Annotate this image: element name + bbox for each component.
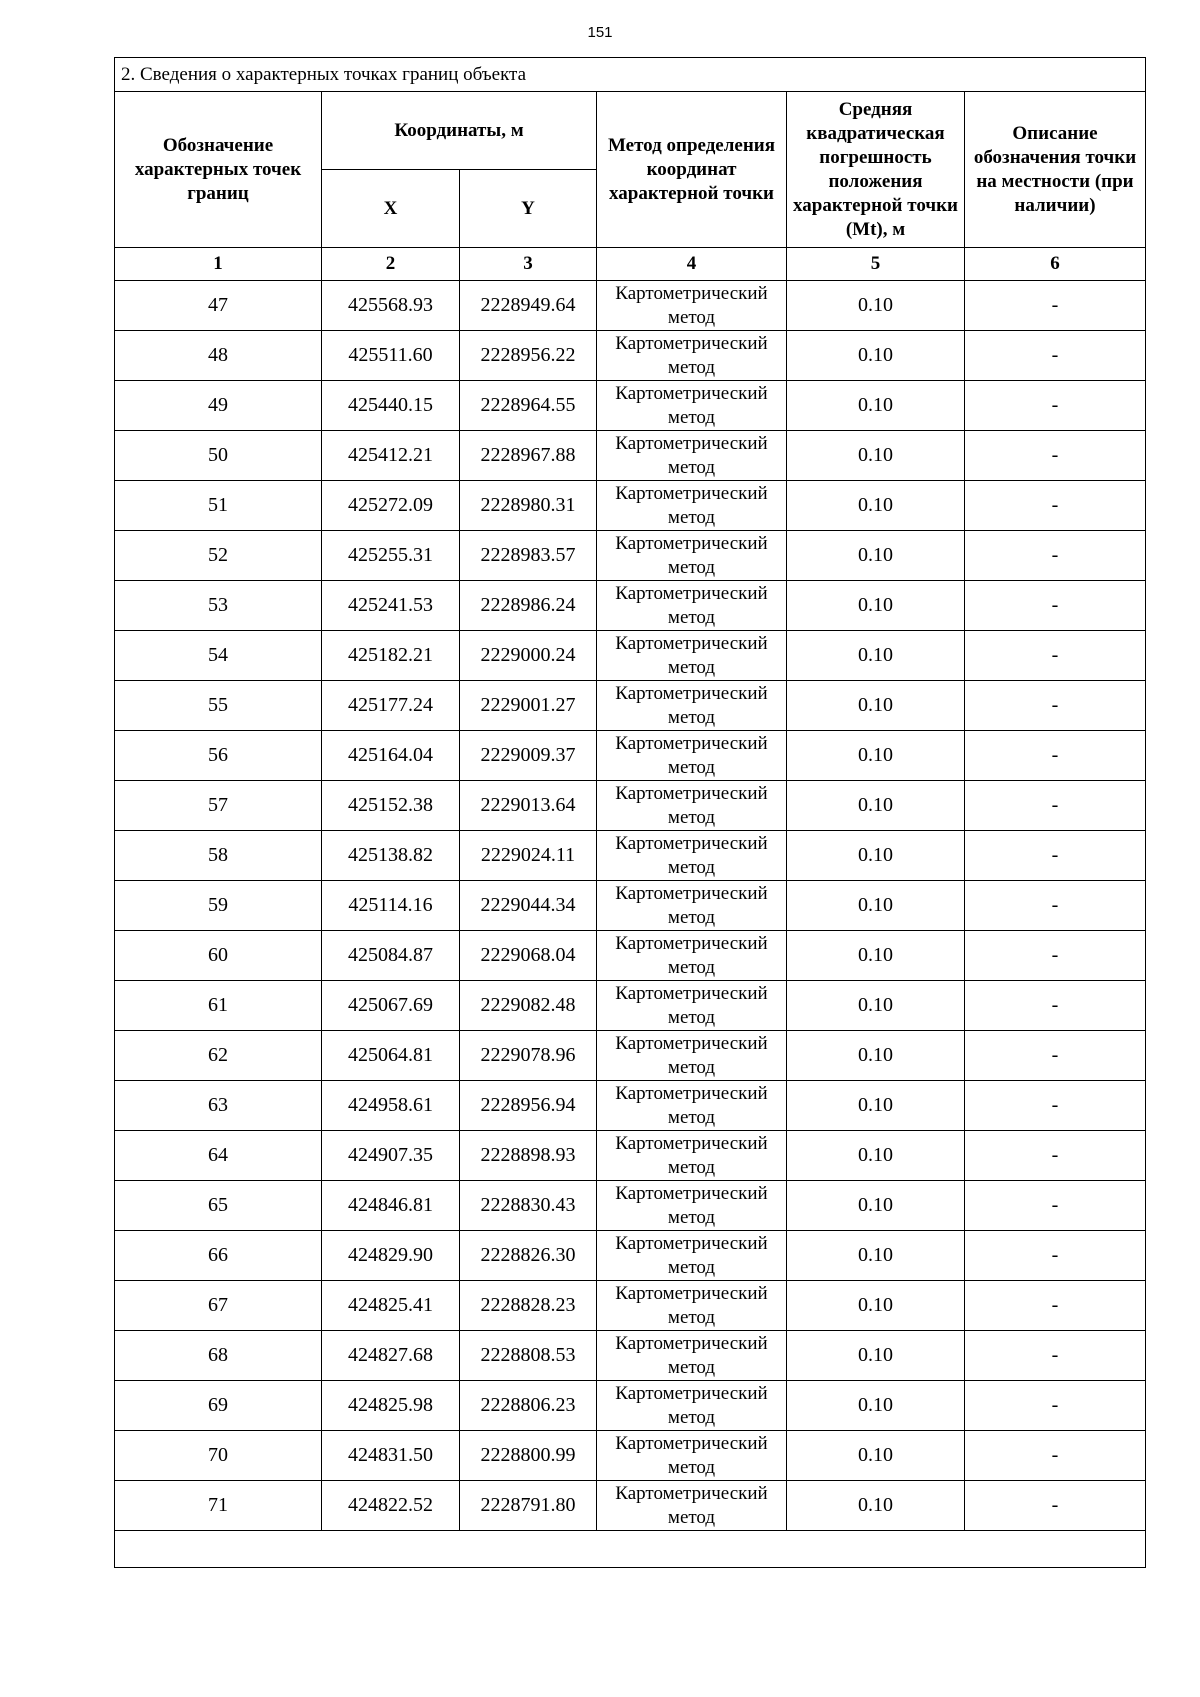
x-coordinate-cell: 424825.41 <box>322 1281 460 1331</box>
y-coordinate-cell: 2228956.94 <box>460 1081 597 1131</box>
method-line-1: Картометрический <box>615 1082 768 1104</box>
mt-cell: 0.10 <box>787 1031 965 1081</box>
section-title: 2. Сведения о характерных точках границ объекта <box>115 58 1146 92</box>
x-coordinate-cell: 425272.09 <box>322 481 460 531</box>
empty-cell <box>115 1531 1146 1568</box>
method-line-2: метод <box>667 756 716 778</box>
mt-cell: 0.10 <box>787 1181 965 1231</box>
description-cell: - <box>965 1381 1146 1431</box>
header-description: Описание обозначения точки на местности (при наличии) <box>965 92 1146 248</box>
mt-cell: 0.10 <box>787 381 965 431</box>
method-cell <box>597 431 787 481</box>
method-cell <box>597 681 787 731</box>
table-row <box>115 981 1146 1031</box>
table-row <box>115 1231 1146 1281</box>
method-cell <box>597 1331 787 1381</box>
mt-cell: 0.10 <box>787 531 965 581</box>
header-y: Y <box>460 170 597 248</box>
method-cell <box>597 1031 787 1081</box>
description-cell: - <box>965 681 1146 731</box>
header-point-designation: Обозначение характерных точек границ <box>115 92 322 248</box>
method-cell <box>597 931 787 981</box>
method-cell <box>597 1381 787 1431</box>
y-coordinate-cell: 2228898.93 <box>460 1131 597 1181</box>
point-number-cell: 57 <box>115 781 322 831</box>
method-line-1: Картометрический <box>615 282 768 304</box>
mt-cell: 0.10 <box>787 731 965 781</box>
table-row <box>115 931 1146 981</box>
description-cell: - <box>965 481 1146 531</box>
point-number-cell: 49 <box>115 381 322 431</box>
table-row <box>115 781 1146 831</box>
description-cell: - <box>965 931 1146 981</box>
description-cell: - <box>965 1231 1146 1281</box>
table-row <box>115 1481 1146 1531</box>
method-line-2: метод <box>667 1156 716 1178</box>
column-number: 6 <box>965 248 1146 281</box>
mt-cell: 0.10 <box>787 581 965 631</box>
method-cell <box>597 1431 787 1481</box>
method-line-2: метод <box>667 706 716 728</box>
x-coordinate-cell: 425152.38 <box>322 781 460 831</box>
x-coordinate-cell: 425064.81 <box>322 1031 460 1081</box>
description-cell: - <box>965 1131 1146 1181</box>
method-line-1: Картометрический <box>615 832 768 854</box>
column-number: 1 <box>115 248 322 281</box>
y-coordinate-cell: 2228949.64 <box>460 281 597 331</box>
method-line-1: Картометрический <box>615 732 768 754</box>
header-method: Метод определения координат характерной точки <box>597 92 787 248</box>
table-row <box>115 1431 1146 1481</box>
description-cell: - <box>965 881 1146 931</box>
method-cell <box>597 1281 787 1331</box>
method-line-2: метод <box>667 1456 716 1478</box>
method-line-1: Картометрический <box>615 1432 768 1454</box>
point-number-cell: 60 <box>115 931 322 981</box>
point-number-cell: 58 <box>115 831 322 881</box>
mt-cell: 0.10 <box>787 1481 965 1531</box>
description-cell: - <box>965 1281 1146 1331</box>
method-line-1: Картометрический <box>615 1382 768 1404</box>
y-coordinate-cell: 2228800.99 <box>460 1431 597 1481</box>
mt-cell: 0.10 <box>787 1231 965 1281</box>
y-coordinate-cell: 2228826.30 <box>460 1231 597 1281</box>
method-line-1: Картометрический <box>615 882 768 904</box>
y-coordinate-cell: 2228791.80 <box>460 1481 597 1531</box>
description-cell: - <box>965 431 1146 481</box>
table-row <box>115 1181 1146 1231</box>
y-coordinate-cell: 2228964.55 <box>460 381 597 431</box>
table-row <box>115 731 1146 781</box>
method-cell <box>597 1081 787 1131</box>
table-row <box>115 1031 1146 1081</box>
method-line-1: Картометрический <box>615 1282 768 1304</box>
method-line-2: метод <box>667 906 716 928</box>
description-cell: - <box>965 1331 1146 1381</box>
mt-cell: 0.10 <box>787 631 965 681</box>
method-line-2: метод <box>667 1256 716 1278</box>
point-number-cell: 54 <box>115 631 322 681</box>
x-coordinate-cell: 425164.04 <box>322 731 460 781</box>
description-cell: - <box>965 631 1146 681</box>
column-number: 4 <box>597 248 787 281</box>
method-line-1: Картометрический <box>615 1482 768 1504</box>
mt-cell: 0.10 <box>787 781 965 831</box>
x-coordinate-cell: 425114.16 <box>322 881 460 931</box>
mt-cell: 0.10 <box>787 1381 965 1431</box>
x-coordinate-cell: 425440.15 <box>322 381 460 431</box>
x-coordinate-cell: 424907.35 <box>322 1131 460 1181</box>
method-line-1: Картометрический <box>615 632 768 654</box>
method-line-1: Картометрический <box>615 582 768 604</box>
mt-cell: 0.10 <box>787 1431 965 1481</box>
point-number-cell: 48 <box>115 331 322 381</box>
method-cell <box>597 1181 787 1231</box>
x-coordinate-cell: 424958.61 <box>322 1081 460 1131</box>
mt-cell: 0.10 <box>787 1331 965 1381</box>
mt-cell: 0.10 <box>787 981 965 1031</box>
point-number-cell: 65 <box>115 1181 322 1231</box>
point-number-cell: 63 <box>115 1081 322 1131</box>
y-coordinate-cell: 2228828.23 <box>460 1281 597 1331</box>
description-cell: - <box>965 981 1146 1031</box>
method-line-2: метод <box>667 556 716 578</box>
table-row <box>115 431 1146 481</box>
description-cell: - <box>965 1431 1146 1481</box>
method-line-1: Картометрический <box>615 1132 768 1154</box>
description-cell: - <box>965 731 1146 781</box>
table-row <box>115 381 1146 431</box>
mt-cell: 0.10 <box>787 1131 965 1181</box>
method-line-2: метод <box>667 1406 716 1428</box>
y-coordinate-cell: 2229024.11 <box>460 831 597 881</box>
method-line-1: Картометрический <box>615 782 768 804</box>
method-cell <box>597 731 787 781</box>
table-row <box>115 1331 1146 1381</box>
header-coordinates: Координаты, м <box>322 92 597 170</box>
method-line-1: Картометрический <box>615 982 768 1004</box>
method-line-2: метод <box>667 856 716 878</box>
y-coordinate-cell: 2228986.24 <box>460 581 597 631</box>
table-row <box>115 531 1146 581</box>
y-coordinate-cell: 2228956.22 <box>460 331 597 381</box>
point-number-cell: 47 <box>115 281 322 331</box>
x-coordinate-cell: 425067.69 <box>322 981 460 1031</box>
method-line-2: метод <box>667 956 716 978</box>
description-cell: - <box>965 1181 1146 1231</box>
method-line-1: Картометрический <box>615 482 768 504</box>
method-cell <box>597 481 787 531</box>
y-coordinate-cell: 2229013.64 <box>460 781 597 831</box>
method-line-2: метод <box>667 456 716 478</box>
point-number-cell: 71 <box>115 1481 322 1531</box>
description-cell: - <box>965 1081 1146 1131</box>
point-number-cell: 69 <box>115 1381 322 1431</box>
method-line-2: метод <box>667 406 716 428</box>
header-mean-square-error: Средняя квадратическая погрешность положения характерной точки (Mt), м <box>787 92 965 248</box>
table-row <box>115 681 1146 731</box>
y-coordinate-cell: 2228980.31 <box>460 481 597 531</box>
x-coordinate-cell: 425177.24 <box>322 681 460 731</box>
x-coordinate-cell: 425412.21 <box>322 431 460 481</box>
method-line-2: метод <box>667 1356 716 1378</box>
description-cell: - <box>965 1031 1146 1081</box>
method-line-2: метод <box>667 656 716 678</box>
y-coordinate-cell: 2228967.88 <box>460 431 597 481</box>
description-cell: - <box>965 1481 1146 1531</box>
method-line-1: Картометрический <box>615 382 768 404</box>
method-line-2: метод <box>667 306 716 328</box>
y-coordinate-cell: 2229078.96 <box>460 1031 597 1081</box>
table-row <box>115 481 1146 531</box>
method-line-2: метод <box>667 606 716 628</box>
method-cell <box>597 331 787 381</box>
x-coordinate-cell: 424829.90 <box>322 1231 460 1281</box>
x-coordinate-cell: 424825.98 <box>322 1381 460 1431</box>
x-coordinate-cell: 425182.21 <box>322 631 460 681</box>
point-number-cell: 68 <box>115 1331 322 1381</box>
x-coordinate-cell: 425255.31 <box>322 531 460 581</box>
empty-row <box>115 1531 1146 1568</box>
header-x: X <box>322 170 460 248</box>
method-line-2: метод <box>667 806 716 828</box>
y-coordinate-cell: 2229082.48 <box>460 981 597 1031</box>
table-row <box>115 1381 1146 1431</box>
table-row <box>115 1281 1146 1331</box>
method-cell <box>597 631 787 681</box>
method-cell <box>597 581 787 631</box>
point-number-cell: 53 <box>115 581 322 631</box>
y-coordinate-cell: 2229000.24 <box>460 631 597 681</box>
method-cell <box>597 781 787 831</box>
method-line-2: метод <box>667 1306 716 1328</box>
y-coordinate-cell: 2228808.53 <box>460 1331 597 1381</box>
method-line-2: метод <box>667 1006 716 1028</box>
mt-cell: 0.10 <box>787 831 965 881</box>
point-number-cell: 62 <box>115 1031 322 1081</box>
point-number-cell: 61 <box>115 981 322 1031</box>
x-coordinate-cell: 425084.87 <box>322 931 460 981</box>
y-coordinate-cell: 2229068.04 <box>460 931 597 981</box>
x-coordinate-cell: 425138.82 <box>322 831 460 881</box>
method-line-1: Картометрический <box>615 932 768 954</box>
point-number-cell: 66 <box>115 1231 322 1281</box>
method-cell <box>597 981 787 1031</box>
description-cell: - <box>965 381 1146 431</box>
method-line-1: Картометрический <box>615 682 768 704</box>
point-number-cell: 56 <box>115 731 322 781</box>
mt-cell: 0.10 <box>787 281 965 331</box>
method-line-1: Картометрический <box>615 1232 768 1254</box>
y-coordinate-cell: 2229009.37 <box>460 731 597 781</box>
point-number-cell: 59 <box>115 881 322 931</box>
description-cell: - <box>965 331 1146 381</box>
method-line-1: Картометрический <box>615 532 768 554</box>
column-number: 2 <box>322 248 460 281</box>
method-line-1: Картометрический <box>615 432 768 454</box>
y-coordinate-cell: 2229044.34 <box>460 881 597 931</box>
x-coordinate-cell: 424822.52 <box>322 1481 460 1531</box>
method-line-1: Картометрический <box>615 1032 768 1054</box>
x-coordinate-cell: 424831.50 <box>322 1431 460 1481</box>
description-cell: - <box>965 531 1146 581</box>
description-cell: - <box>965 281 1146 331</box>
mt-cell: 0.10 <box>787 931 965 981</box>
y-coordinate-cell: 2228830.43 <box>460 1181 597 1231</box>
mt-cell: 0.10 <box>787 1081 965 1131</box>
method-line-2: метод <box>667 1056 716 1078</box>
table-row <box>115 581 1146 631</box>
boundary-points-table <box>114 57 1146 1568</box>
mt-cell: 0.10 <box>787 331 965 381</box>
method-line-2: метод <box>667 1106 716 1128</box>
table-row <box>115 281 1146 331</box>
description-cell: - <box>965 781 1146 831</box>
x-coordinate-cell: 424846.81 <box>322 1181 460 1231</box>
mt-cell: 0.10 <box>787 431 965 481</box>
method-cell <box>597 1131 787 1181</box>
method-line-2: метод <box>667 356 716 378</box>
point-number-cell: 64 <box>115 1131 322 1181</box>
method-cell <box>597 1481 787 1531</box>
table-row <box>115 1081 1146 1131</box>
column-number: 5 <box>787 248 965 281</box>
x-coordinate-cell: 424827.68 <box>322 1331 460 1381</box>
x-coordinate-cell: 425241.53 <box>322 581 460 631</box>
method-line-2: метод <box>667 506 716 528</box>
table-row <box>115 881 1146 931</box>
column-number: 3 <box>460 248 597 281</box>
description-cell: - <box>965 581 1146 631</box>
method-cell <box>597 531 787 581</box>
x-coordinate-cell: 425568.93 <box>322 281 460 331</box>
method-cell <box>597 381 787 431</box>
description-cell: - <box>965 831 1146 881</box>
mt-cell: 0.10 <box>787 481 965 531</box>
method-line-1: Картометрический <box>615 1332 768 1354</box>
table-row <box>115 831 1146 881</box>
x-coordinate-cell: 425511.60 <box>322 331 460 381</box>
method-line-1: Картометрический <box>615 332 768 354</box>
point-number-cell: 67 <box>115 1281 322 1331</box>
table-row <box>115 331 1146 381</box>
mt-cell: 0.10 <box>787 1281 965 1331</box>
method-line-2: метод <box>667 1506 716 1528</box>
method-cell <box>597 281 787 331</box>
mt-cell: 0.10 <box>787 881 965 931</box>
y-coordinate-cell: 2228806.23 <box>460 1381 597 1431</box>
method-cell <box>597 831 787 881</box>
point-number-cell: 50 <box>115 431 322 481</box>
mt-cell: 0.10 <box>787 681 965 731</box>
point-number-cell: 70 <box>115 1431 322 1481</box>
y-coordinate-cell: 2228983.57 <box>460 531 597 581</box>
point-number-cell: 52 <box>115 531 322 581</box>
point-number-cell: 55 <box>115 681 322 731</box>
y-coordinate-cell: 2229001.27 <box>460 681 597 731</box>
method-line-1: Картометрический <box>615 1182 768 1204</box>
table-row <box>115 631 1146 681</box>
column-numbers-row <box>115 248 1146 281</box>
point-number-cell: 51 <box>115 481 322 531</box>
table-row <box>115 1131 1146 1181</box>
page-number: 151 <box>587 24 613 41</box>
method-line-2: метод <box>667 1206 716 1228</box>
method-cell <box>597 1231 787 1281</box>
method-cell <box>597 881 787 931</box>
